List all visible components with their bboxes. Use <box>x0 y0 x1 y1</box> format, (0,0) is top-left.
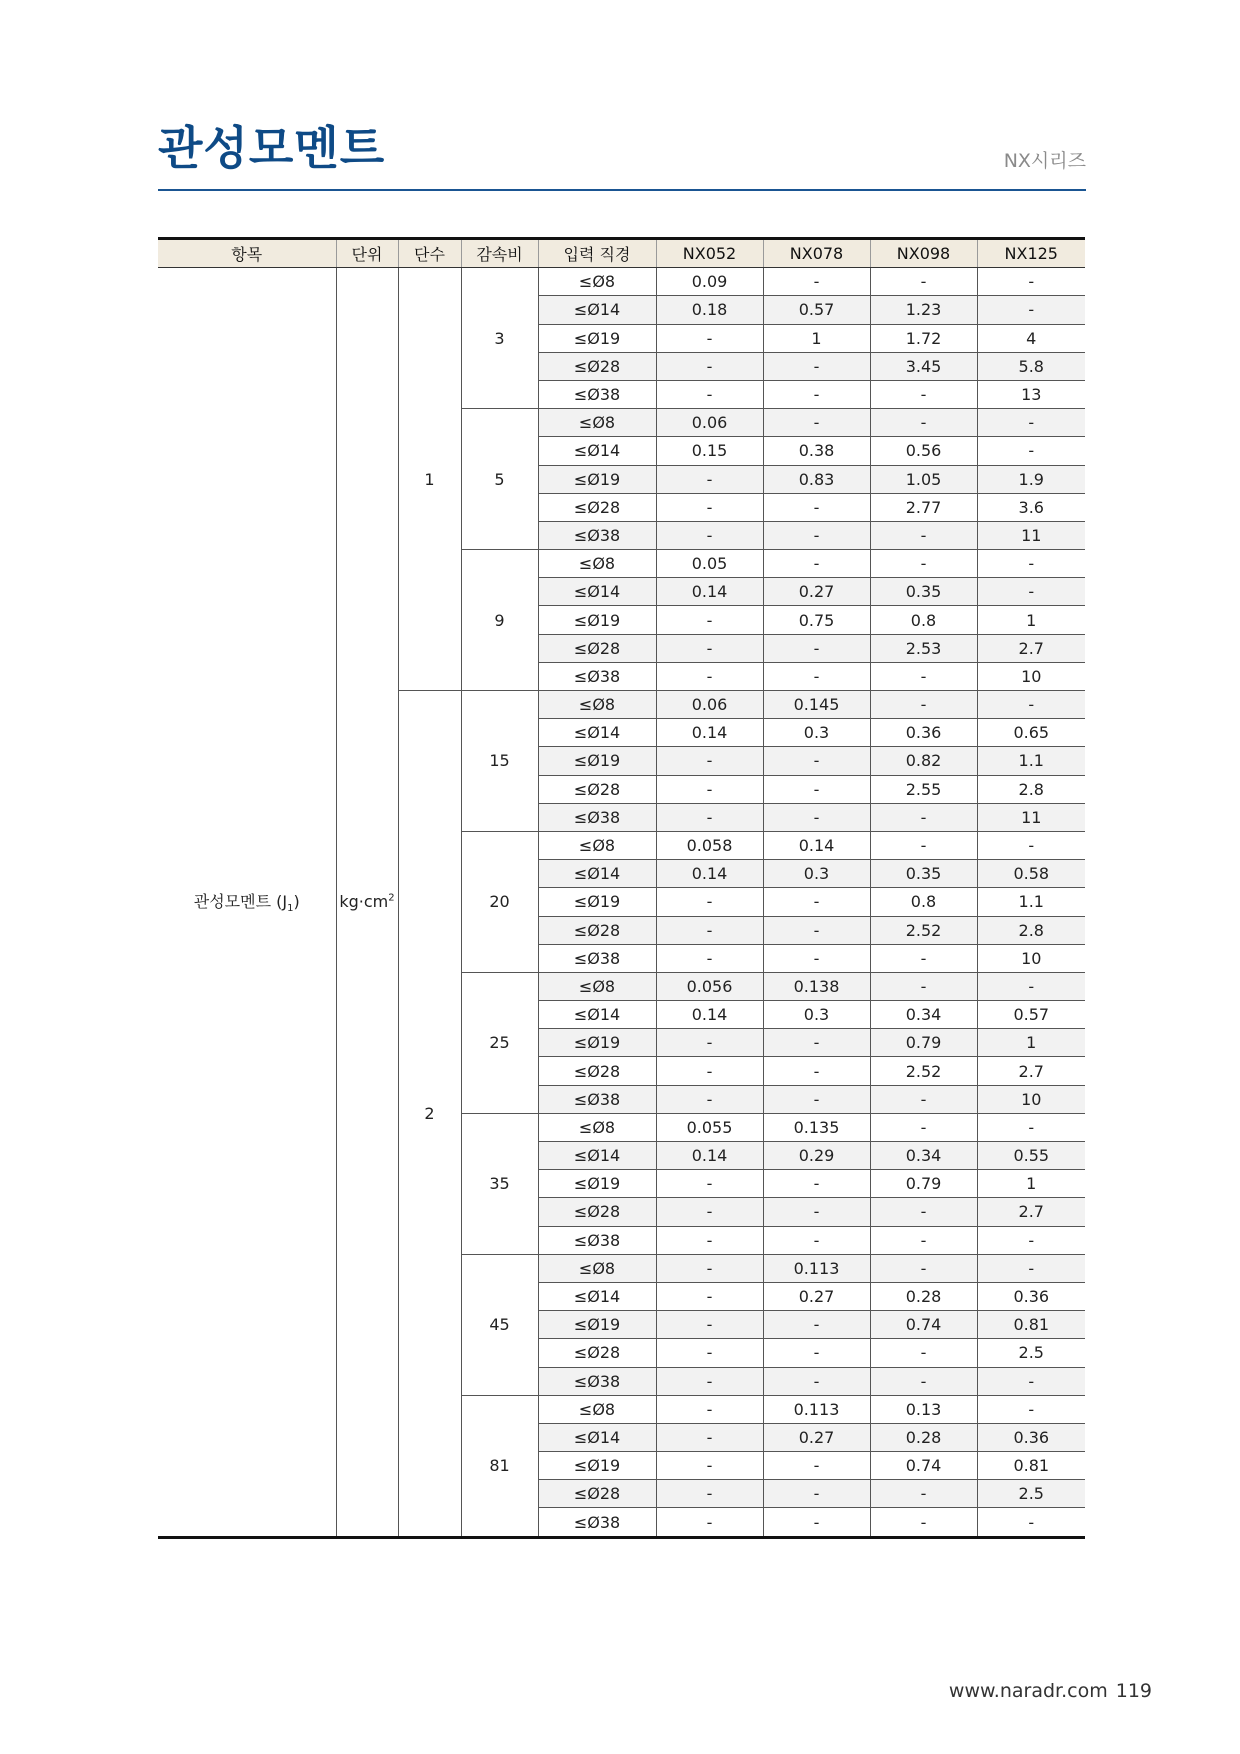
diameter-cell: ≤Ø14 <box>538 1142 656 1170</box>
value-cell: - <box>763 662 870 690</box>
value-cell: - <box>977 1254 1085 1282</box>
value-cell: - <box>656 916 763 944</box>
value-cell: 1.72 <box>870 324 977 352</box>
value-cell: - <box>977 691 1085 719</box>
value-cell: - <box>656 1085 763 1113</box>
value-cell: - <box>870 380 977 408</box>
value-cell: - <box>870 1508 977 1537</box>
inertia-table <box>158 237 1085 1539</box>
value-cell: - <box>656 1452 763 1480</box>
value-cell: - <box>870 1254 977 1282</box>
value-cell: - <box>977 268 1085 296</box>
value-cell: - <box>656 803 763 831</box>
page-number: 119 <box>1115 1680 1152 1702</box>
value-cell: 5.8 <box>977 352 1085 380</box>
ratio-cell: 35 <box>461 1113 538 1254</box>
value-cell: 0.14 <box>656 578 763 606</box>
series-label: NX시리즈 <box>1003 150 1086 172</box>
value-cell: 0.35 <box>870 860 977 888</box>
diameter-cell: ≤Ø28 <box>538 1339 656 1367</box>
value-cell: - <box>977 296 1085 324</box>
stage-cell: 1 <box>398 268 461 691</box>
value-cell: - <box>656 352 763 380</box>
value-cell: 11 <box>977 803 1085 831</box>
ratio-cell: 45 <box>461 1254 538 1395</box>
diameter-cell: ≤Ø8 <box>538 831 656 859</box>
value-cell: 1.1 <box>977 747 1085 775</box>
diameter-cell: ≤Ø28 <box>538 493 656 521</box>
diameter-cell: ≤Ø19 <box>538 747 656 775</box>
value-cell: 0.15 <box>656 437 763 465</box>
value-cell: - <box>977 409 1085 437</box>
value-cell: - <box>870 831 977 859</box>
value-cell: - <box>870 803 977 831</box>
diameter-cell: ≤Ø14 <box>538 578 656 606</box>
value-cell: - <box>656 1057 763 1085</box>
diameter-cell: ≤Ø38 <box>538 1508 656 1537</box>
value-cell: - <box>656 747 763 775</box>
value-cell: - <box>763 747 870 775</box>
diameter-cell: ≤Ø38 <box>538 803 656 831</box>
value-cell: 1 <box>763 324 870 352</box>
value-cell: 0.3 <box>763 860 870 888</box>
diameter-cell: ≤Ø19 <box>538 888 656 916</box>
value-cell: 0.65 <box>977 719 1085 747</box>
diameter-cell: ≤Ø14 <box>538 1001 656 1029</box>
value-cell: - <box>763 493 870 521</box>
value-cell: - <box>763 1085 870 1113</box>
value-cell: - <box>763 1480 870 1508</box>
diameter-cell: ≤Ø19 <box>538 465 656 493</box>
value-cell: 0.79 <box>870 1029 977 1057</box>
header-nx098: NX098 <box>870 239 977 268</box>
diameter-cell: ≤Ø8 <box>538 1254 656 1282</box>
value-cell: - <box>870 691 977 719</box>
value-cell: 0.34 <box>870 1001 977 1029</box>
value-cell: 0.14 <box>656 1001 763 1029</box>
header-nx078: NX078 <box>763 239 870 268</box>
value-cell: - <box>870 1113 977 1141</box>
value-cell: - <box>977 831 1085 859</box>
value-cell: 0.14 <box>763 831 870 859</box>
value-cell: - <box>656 606 763 634</box>
diameter-cell: ≤Ø38 <box>538 521 656 549</box>
value-cell: - <box>656 1367 763 1395</box>
value-cell: - <box>870 972 977 1000</box>
diameter-cell: ≤Ø14 <box>538 1423 656 1451</box>
value-cell: - <box>870 1198 977 1226</box>
diameter-cell: ≤Ø28 <box>538 634 656 662</box>
value-cell: - <box>870 1367 977 1395</box>
value-cell: 0.8 <box>870 888 977 916</box>
diameter-cell: ≤Ø38 <box>538 662 656 690</box>
value-cell: - <box>656 944 763 972</box>
value-cell: - <box>977 1113 1085 1141</box>
value-cell: 0.75 <box>763 606 870 634</box>
diameter-cell: ≤Ø38 <box>538 1085 656 1113</box>
diameter-cell: ≤Ø19 <box>538 1452 656 1480</box>
ratio-cell: 25 <box>461 972 538 1113</box>
value-cell: 3.6 <box>977 493 1085 521</box>
value-cell: 0.74 <box>870 1452 977 1480</box>
value-cell: - <box>870 1085 977 1113</box>
value-cell: 0.83 <box>763 465 870 493</box>
value-cell: - <box>763 1170 870 1198</box>
value-cell: - <box>656 1029 763 1057</box>
value-cell: - <box>977 550 1085 578</box>
value-cell: 0.09 <box>656 268 763 296</box>
value-cell: 0.29 <box>763 1142 870 1170</box>
value-cell: - <box>870 268 977 296</box>
value-cell: - <box>763 1057 870 1085</box>
diameter-cell: ≤Ø38 <box>538 944 656 972</box>
diameter-cell: ≤Ø28 <box>538 1480 656 1508</box>
value-cell: - <box>870 944 977 972</box>
value-cell: 0.38 <box>763 437 870 465</box>
value-cell: 0.058 <box>656 831 763 859</box>
page-title: 관성모멘트 <box>158 121 386 175</box>
value-cell: - <box>656 1254 763 1282</box>
value-cell: 0.135 <box>763 1113 870 1141</box>
value-cell: - <box>870 409 977 437</box>
value-cell: - <box>656 380 763 408</box>
value-cell: - <box>870 550 977 578</box>
value-cell: - <box>763 916 870 944</box>
value-cell: 0.27 <box>763 1282 870 1310</box>
value-cell: 0.82 <box>870 747 977 775</box>
value-cell: - <box>656 1311 763 1339</box>
value-cell: - <box>763 550 870 578</box>
value-cell: 0.14 <box>656 1142 763 1170</box>
value-cell: 0.36 <box>870 719 977 747</box>
diameter-cell: ≤Ø19 <box>538 1029 656 1057</box>
value-cell: 0.13 <box>870 1395 977 1423</box>
footer-url: www.naradr.com <box>948 1680 1108 1702</box>
header-item: 항목 <box>158 239 336 268</box>
value-cell: 0.36 <box>977 1423 1085 1451</box>
value-cell: - <box>977 1367 1085 1395</box>
ratio-cell: 20 <box>461 831 538 972</box>
value-cell: - <box>656 324 763 352</box>
value-cell: 0.56 <box>870 437 977 465</box>
diameter-cell: ≤Ø8 <box>538 268 656 296</box>
value-cell: 0.056 <box>656 972 763 1000</box>
value-cell: - <box>656 775 763 803</box>
diameter-cell: ≤Ø14 <box>538 296 656 324</box>
value-cell: 0.28 <box>870 1423 977 1451</box>
diameter-cell: ≤Ø8 <box>538 550 656 578</box>
value-cell: - <box>977 1395 1085 1423</box>
value-cell: - <box>656 1282 763 1310</box>
ratio-cell: 81 <box>461 1395 538 1537</box>
value-cell: 2.7 <box>977 1198 1085 1226</box>
value-cell: 2.77 <box>870 493 977 521</box>
table-row <box>158 268 1085 296</box>
value-cell: - <box>977 1226 1085 1254</box>
item-subscript: 1 <box>287 903 294 915</box>
diameter-cell: ≤Ø19 <box>538 324 656 352</box>
value-cell: 0.14 <box>656 860 763 888</box>
diameter-cell: ≤Ø38 <box>538 1226 656 1254</box>
value-cell: 0.05 <box>656 550 763 578</box>
value-cell: - <box>656 1395 763 1423</box>
diameter-cell: ≤Ø14 <box>538 437 656 465</box>
value-cell: - <box>763 775 870 803</box>
value-cell: - <box>656 493 763 521</box>
value-cell: 2.55 <box>870 775 977 803</box>
value-cell: 0.55 <box>977 1142 1085 1170</box>
ratio-cell: 9 <box>461 550 538 691</box>
value-cell: - <box>763 268 870 296</box>
value-cell: 0.34 <box>870 1142 977 1170</box>
value-cell: - <box>763 1452 870 1480</box>
value-cell: 13 <box>977 380 1085 408</box>
value-cell: - <box>977 578 1085 606</box>
value-cell: - <box>763 521 870 549</box>
value-cell: - <box>656 1423 763 1451</box>
diameter-cell: ≤Ø14 <box>538 1282 656 1310</box>
value-cell: 0.35 <box>870 578 977 606</box>
value-cell: - <box>763 888 870 916</box>
value-cell: 2.7 <box>977 634 1085 662</box>
value-cell: - <box>763 1198 870 1226</box>
value-cell: - <box>977 972 1085 1000</box>
value-cell: 2.53 <box>870 634 977 662</box>
value-cell: 2.8 <box>977 916 1085 944</box>
value-cell: - <box>870 1226 977 1254</box>
value-cell: 0.8 <box>870 606 977 634</box>
value-cell: 0.27 <box>763 1423 870 1451</box>
value-cell: 2.52 <box>870 1057 977 1085</box>
value-cell: - <box>977 1508 1085 1537</box>
value-cell: - <box>763 944 870 972</box>
value-cell: 0.36 <box>977 1282 1085 1310</box>
diameter-cell: ≤Ø19 <box>538 1170 656 1198</box>
header-nx052: NX052 <box>656 239 763 268</box>
item-close: ) <box>293 892 300 912</box>
value-cell: 0.57 <box>763 296 870 324</box>
page-footer <box>949 1680 1152 1702</box>
value-cell: - <box>656 1339 763 1367</box>
value-cell: 1.23 <box>870 296 977 324</box>
value-cell: 10 <box>977 1085 1085 1113</box>
value-cell: - <box>656 465 763 493</box>
value-cell: 0.138 <box>763 972 870 1000</box>
stage-cell: 2 <box>398 691 461 1538</box>
value-cell: 0.113 <box>763 1254 870 1282</box>
value-cell: - <box>870 662 977 690</box>
diameter-cell: ≤Ø19 <box>538 606 656 634</box>
header-unit: 단위 <box>336 239 398 268</box>
ratio-cell: 15 <box>461 691 538 832</box>
ratio-cell: 5 <box>461 409 538 550</box>
value-cell: 0.57 <box>977 1001 1085 1029</box>
value-cell: 0.06 <box>656 409 763 437</box>
header-row <box>158 239 1085 268</box>
diameter-cell: ≤Ø14 <box>538 719 656 747</box>
diameter-cell: ≤Ø38 <box>538 1367 656 1395</box>
diameter-cell: ≤Ø8 <box>538 972 656 1000</box>
value-cell: 1 <box>977 606 1085 634</box>
value-cell: - <box>763 1311 870 1339</box>
value-cell: 0.58 <box>977 860 1085 888</box>
unit-cell <box>336 268 398 1537</box>
diameter-cell: ≤Ø8 <box>538 409 656 437</box>
diameter-cell: ≤Ø28 <box>538 1198 656 1226</box>
table-body <box>158 268 1085 1537</box>
diameter-cell: ≤Ø8 <box>538 1395 656 1423</box>
value-cell: - <box>656 888 763 916</box>
value-cell: - <box>977 437 1085 465</box>
value-cell: 0.145 <box>763 691 870 719</box>
value-cell: 0.3 <box>763 719 870 747</box>
value-cell: - <box>763 409 870 437</box>
value-cell: 2.5 <box>977 1480 1085 1508</box>
value-cell: 2.52 <box>870 916 977 944</box>
header-nx125: NX125 <box>977 239 1085 268</box>
value-cell: - <box>763 1508 870 1537</box>
value-cell: - <box>763 1339 870 1367</box>
value-cell: 1.1 <box>977 888 1085 916</box>
value-cell: - <box>656 1170 763 1198</box>
value-cell: 0.18 <box>656 296 763 324</box>
value-cell: - <box>656 1226 763 1254</box>
title-underline <box>158 189 1086 191</box>
value-cell: 3.45 <box>870 352 977 380</box>
value-cell: - <box>656 521 763 549</box>
value-cell: - <box>763 1029 870 1057</box>
value-cell: - <box>656 1508 763 1537</box>
value-cell: 2.8 <box>977 775 1085 803</box>
value-cell: - <box>763 380 870 408</box>
diameter-cell: ≤Ø19 <box>538 1311 656 1339</box>
header-input-diameter: 입력 직경 <box>538 239 656 268</box>
value-cell: 0.27 <box>763 578 870 606</box>
value-cell: 0.3 <box>763 1001 870 1029</box>
value-cell: 2.5 <box>977 1339 1085 1367</box>
value-cell: 0.113 <box>763 1395 870 1423</box>
diameter-cell: ≤Ø38 <box>538 380 656 408</box>
value-cell: 11 <box>977 521 1085 549</box>
value-cell: - <box>763 1367 870 1395</box>
diameter-cell: ≤Ø8 <box>538 691 656 719</box>
value-cell: 1.05 <box>870 465 977 493</box>
diameter-cell: ≤Ø8 <box>538 1113 656 1141</box>
value-cell: 2.7 <box>977 1057 1085 1085</box>
value-cell: - <box>656 634 763 662</box>
value-cell: 4 <box>977 324 1085 352</box>
ratio-cell: 3 <box>461 268 538 409</box>
value-cell: 0.74 <box>870 1311 977 1339</box>
diameter-cell: ≤Ø28 <box>538 775 656 803</box>
value-cell: 0.81 <box>977 1311 1085 1339</box>
diameter-cell: ≤Ø28 <box>538 352 656 380</box>
value-cell: 1.9 <box>977 465 1085 493</box>
value-cell: 1 <box>977 1029 1085 1057</box>
value-cell: 1 <box>977 1170 1085 1198</box>
value-cell: 0.79 <box>870 1170 977 1198</box>
unit-base: kg·cm <box>339 892 389 912</box>
value-cell: 0.14 <box>656 719 763 747</box>
value-cell: - <box>763 803 870 831</box>
value-cell: 0.81 <box>977 1452 1085 1480</box>
item-name: 관성모멘트 (J <box>193 892 288 912</box>
value-cell: - <box>656 1198 763 1226</box>
value-cell: 0.06 <box>656 691 763 719</box>
unit-superscript: 2 <box>388 893 395 905</box>
value-cell: - <box>870 521 977 549</box>
value-cell: 10 <box>977 662 1085 690</box>
diameter-cell: ≤Ø28 <box>538 916 656 944</box>
value-cell: - <box>763 1226 870 1254</box>
value-cell: 10 <box>977 944 1085 972</box>
value-cell: - <box>656 1480 763 1508</box>
value-cell: 0.28 <box>870 1282 977 1310</box>
value-cell: - <box>763 634 870 662</box>
value-cell: - <box>763 352 870 380</box>
diameter-cell: ≤Ø28 <box>538 1057 656 1085</box>
header-stage: 단수 <box>398 239 461 268</box>
header-ratio: 감속비 <box>461 239 538 268</box>
value-cell: - <box>870 1480 977 1508</box>
value-cell: - <box>656 662 763 690</box>
item-cell <box>158 268 336 1537</box>
value-cell: 0.055 <box>656 1113 763 1141</box>
diameter-cell: ≤Ø14 <box>538 860 656 888</box>
value-cell: - <box>870 1339 977 1367</box>
